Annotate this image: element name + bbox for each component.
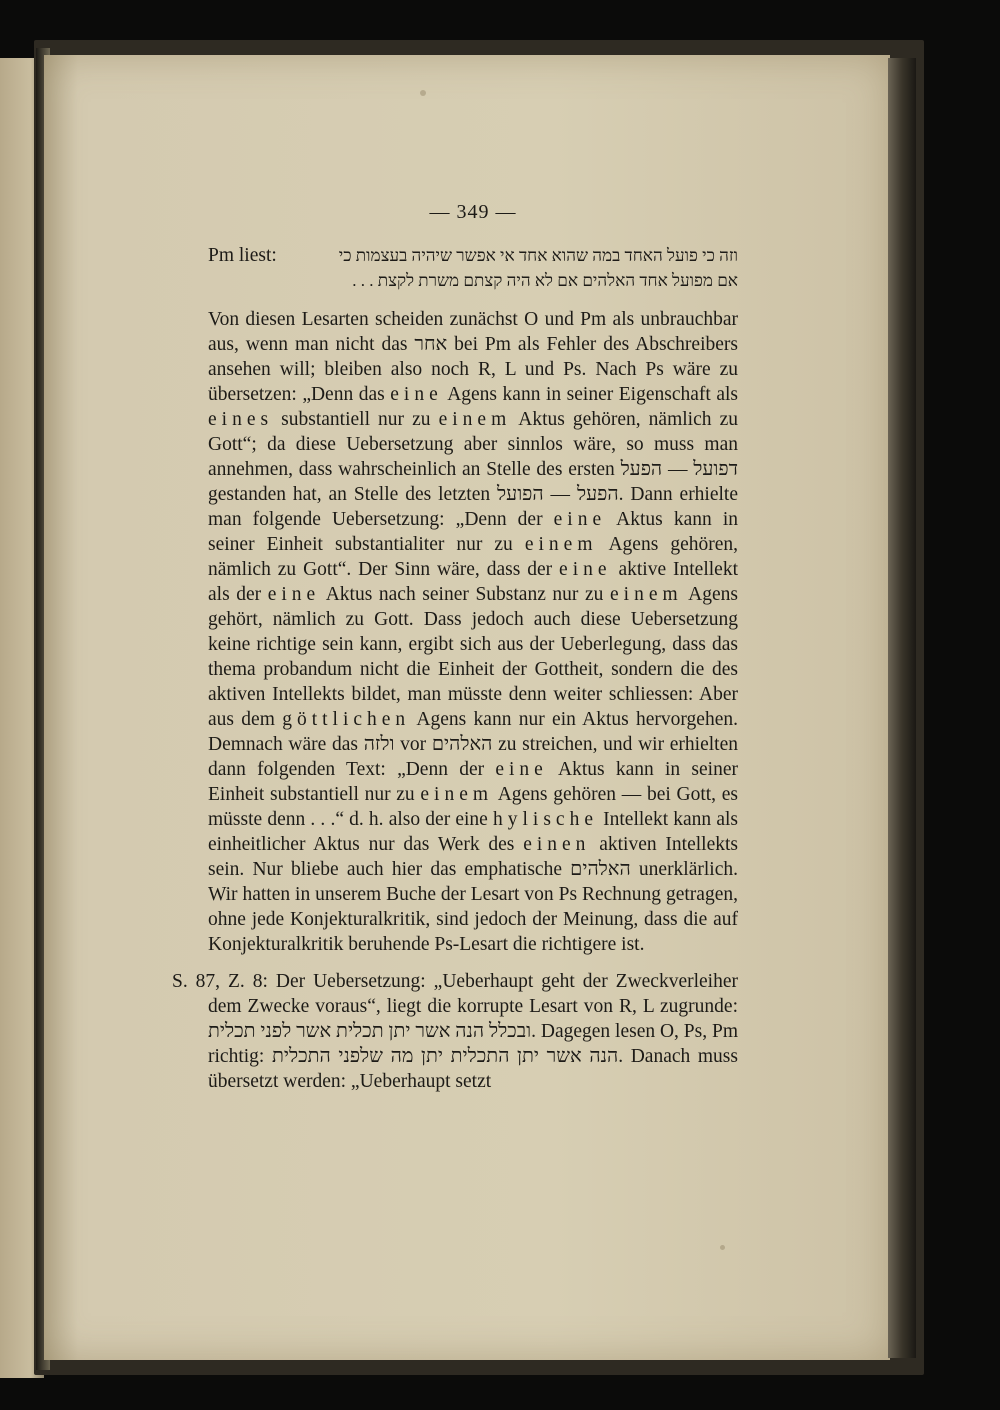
hebrew-word: האלהים: [570, 859, 631, 880]
page-edge-right: [888, 58, 916, 1358]
hebrew-word: הנה אשר יתן התכלית יתן מה שלפני התכלית: [271, 1046, 619, 1067]
paper-stain: [720, 1245, 725, 1250]
emphasis: eine: [495, 759, 548, 780]
emphasis: eine: [559, 559, 612, 580]
emphasis: eines: [208, 409, 274, 430]
emphasis: hylische: [493, 809, 598, 830]
page-number: — 349 —: [429, 201, 517, 223]
hebrew-word: ובכלל הנה אשר יתן תכלית אשר לפני תכלית: [208, 1021, 532, 1042]
emphasis: einen: [523, 834, 591, 855]
pm-hebrew-2: אם מפועל אחד האלהים אם לא היה קצתם משרת לקצת . . .: [352, 271, 738, 290]
hebrew-word: הפעל — הפועל: [497, 484, 619, 505]
emphasis: einem: [524, 534, 598, 555]
hebrew-word: האלהים: [431, 734, 493, 755]
hebrew-word: אחר: [414, 334, 448, 355]
pm-label: Pm liest:: [208, 245, 277, 266]
paragraph-2: S. 87, Z. 8: Der Uebersetzung: „Ueberhaupt geht der Zweckverleiher dem Zwecke voraus“, liegt die korrupte Lesart von R, L zugrunde: ובכלל הנה אשר יתן תכלית אשר לפני תכלית. Dagegen lesen O, Ps, Pm richtig: הנה אשר יתן התכלית יתן מה שלפני התכלית. Danach muss übersetzt werden: „Ueberhaupt setzt: [172, 971, 739, 1092]
pm-reading-line-1: [208, 243, 738, 268]
emphasis: einem: [610, 584, 683, 605]
pm-hebrew-1: וזה כי פועל האחד במה שהוא אחד אי אפשר שיהיה בעצמות כי: [338, 246, 738, 265]
hebrew-word: ולזה: [363, 734, 395, 755]
paper-stain: [420, 90, 426, 96]
emphasis: eine: [553, 509, 607, 530]
paragraph-1: Von diesen Lesarten scheiden zunächst O und Pm als unbrauchbar aus, wenn man nicht das אחר bei Pm als Fehler des Abschreibers ansehen will; bleiben also noch R, L und Ps. Nach Ps wäre zu übersetzen: „Denn das eine Agens kann in seiner Eigenschaft als eines substantiell nur zu einem Aktus gehören, nämlich zu Gott“; da diese Uebersetzung aber sinnlos wäre, so muss man annehmen, dass wahrscheinlich an Stelle des ersten דפועל — הפעל gestanden hat, an Stelle des letzten הפעל — הפועל. Dann erhielte man folgende Uebersetzung: „Denn der eine Aktus kann in seiner Einheit substantialiter nur zu einem Agens gehören, nämlich zu Gott“. Der Sinn wäre, dass der eine aktive Intellekt als der eine Aktus nach seiner Substanz nur zu einem Agens gehört, nämlich zu Gott. Dass jedoch auch diese Uebersetzung keine richtige sein kann, ergibt sich aus der Ueberlegung, dass das thema probandum nicht die Einheit der Gottheit, sondern die des aktiven Intellekts bildet, man müsste denn weiter schliessen: Aber aus dem göttlichen Agens kann nur ein Aktus hervorgehen. Demnach wäre das ולזה vor האלהים zu streichen, und wir erhielten dann folgenden Text: „Denn der eine Aktus kann in seiner Einheit substantiell nur zu einem Agens gehören — bei Gott, es müsste denn . . .“ d. h. also der eine hylische Intellekt kann als einheitlicher Aktus nur das Werk des einen aktiven Intellekts sein. Nur bliebe auch hier das emphatische האלהים unerklärlich. Wir hatten in unserem Buche der Lesart von Ps Rechnung getragen, ohne jede Konjekturalkritik, sind jedoch der Meinung, dass die auf Konjekturalkritik beruhende Ps-Lesart die richtigere ist.: [208, 309, 739, 955]
page-text: [172, 200, 739, 1094]
emphasis: einem: [438, 409, 512, 430]
emphasis: einem: [420, 784, 494, 805]
emphasis: eine: [390, 384, 443, 405]
emphasis: göttlichen: [282, 709, 411, 730]
emphasis: eine: [267, 584, 321, 605]
hebrew-word: דפועל — הפעל: [620, 459, 738, 480]
